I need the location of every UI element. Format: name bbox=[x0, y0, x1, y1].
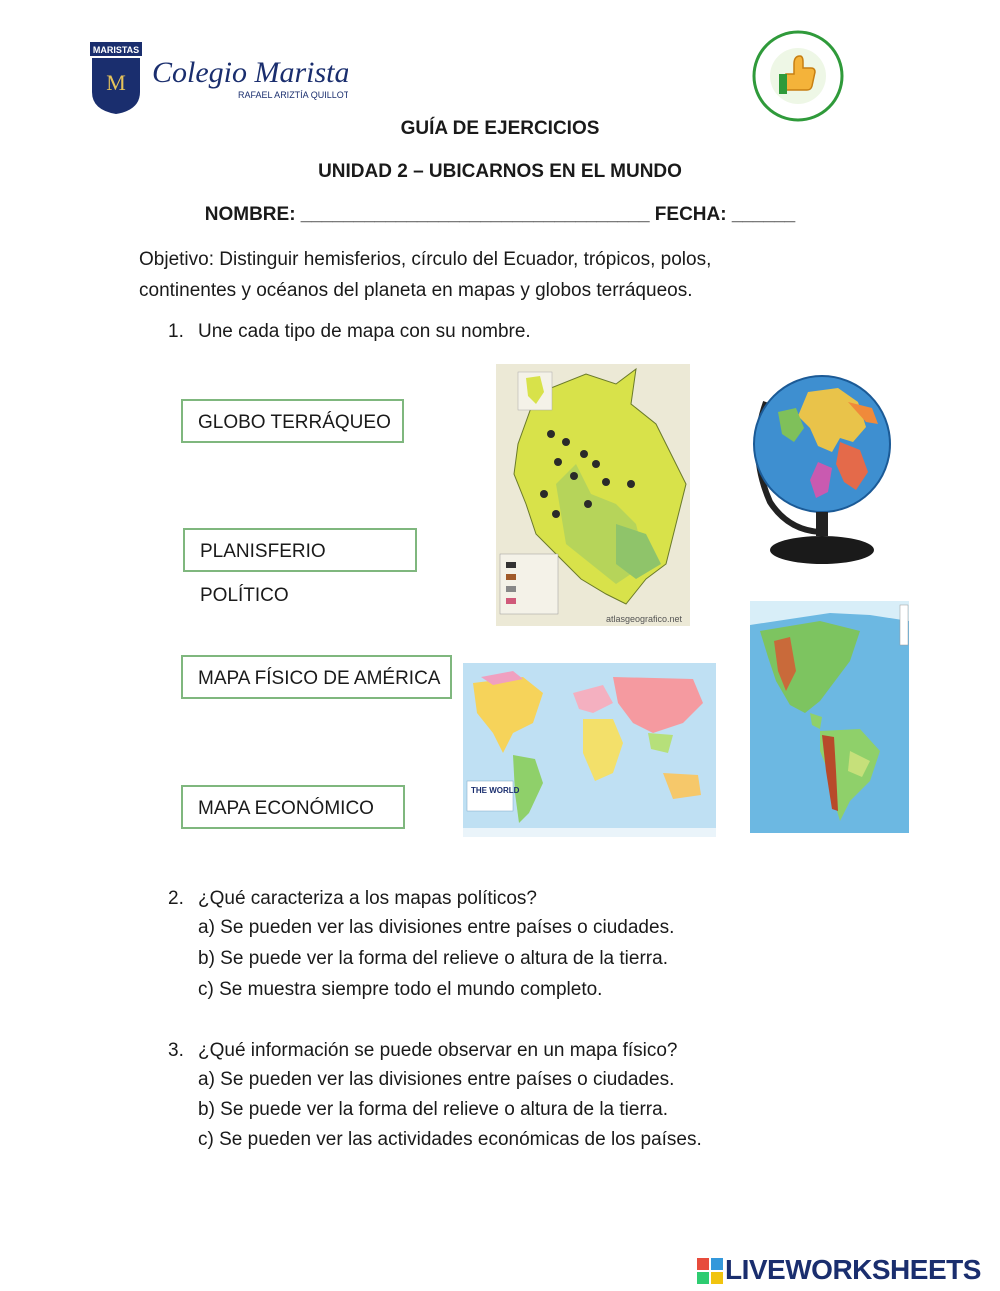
economic-map-image[interactable] bbox=[496, 364, 690, 626]
liveworksheets-icon bbox=[697, 1258, 723, 1284]
option-mapa-economico[interactable]: MAPA ECONÓMICO bbox=[181, 785, 405, 829]
objective-line-2: continentes y océanos del planeta en mapas y globos terráqueos. bbox=[139, 280, 693, 301]
q2-prompt: ¿Qué caracteriza a los mapas políticos? bbox=[198, 888, 537, 909]
unit-title: UNIDAD 2 – UBICARNOS EN EL MUNDO bbox=[318, 161, 682, 182]
q3-prompt: ¿Qué información se puede observar en un mapa físico? bbox=[198, 1040, 678, 1061]
globe-image[interactable] bbox=[748, 372, 894, 568]
q2-number: 2. bbox=[168, 888, 184, 909]
q3-option-b[interactable]: b) Se puede ver la forma del relieve o altura de la tierra. bbox=[198, 1099, 668, 1120]
political-world-map-image[interactable] bbox=[463, 663, 716, 837]
school-subtitle: RAFAEL ARIZTÍA QUILLOTA bbox=[238, 90, 348, 100]
liveworksheets-logo bbox=[697, 1254, 997, 1288]
q2-option-b[interactable]: b) Se puede ver la forma del relieve o altura de la tierra. bbox=[198, 948, 668, 969]
liveworksheets-text: LIVEWORKSHEETS bbox=[725, 1254, 981, 1285]
q3-option-c[interactable]: c) Se pueden ver las actividades económicas de los países. bbox=[198, 1129, 702, 1150]
option-mapa-fisico-america[interactable]: MAPA FÍSICO DE AMÉRICA bbox=[181, 655, 452, 699]
world-map-label: THE WORLD bbox=[471, 786, 520, 795]
physical-america-map-image[interactable] bbox=[750, 601, 909, 833]
school-logo bbox=[88, 40, 348, 116]
eco-badge bbox=[752, 30, 844, 122]
q3-number: 3. bbox=[168, 1040, 184, 1061]
svg-text:M: M bbox=[106, 70, 126, 95]
option-planisferio-politico[interactable]: PLANISFERIO POLÍTICO bbox=[183, 528, 417, 572]
q2-option-c[interactable]: c) Se muestra siempre todo el mundo completo. bbox=[198, 979, 603, 1000]
economic-map-credit: atlasgeografico.net bbox=[606, 614, 683, 624]
q1-number: 1. bbox=[168, 321, 184, 342]
option-globo-terraqueo[interactable]: GLOBO TERRÁQUEO bbox=[181, 399, 404, 443]
school-logo-label: MARISTAS bbox=[92, 45, 140, 55]
school-name: Colegio Marista bbox=[152, 56, 348, 89]
q3-option-a[interactable]: a) Se pueden ver las divisiones entre países o ciudades. bbox=[198, 1069, 675, 1090]
q1-prompt: Une cada tipo de mapa con su nombre. bbox=[198, 321, 531, 342]
page-title: GUÍA DE EJERCICIOS bbox=[400, 118, 600, 139]
q2-option-a[interactable]: a) Se pueden ver las divisiones entre países o ciudades. bbox=[198, 917, 675, 938]
name-date-line: NOMBRE: _________________________________ FECHA: ______ bbox=[204, 204, 796, 225]
objective-line-1: Objetivo: Distinguir hemisferios, círculo del Ecuador, trópicos, polos, bbox=[139, 249, 712, 270]
